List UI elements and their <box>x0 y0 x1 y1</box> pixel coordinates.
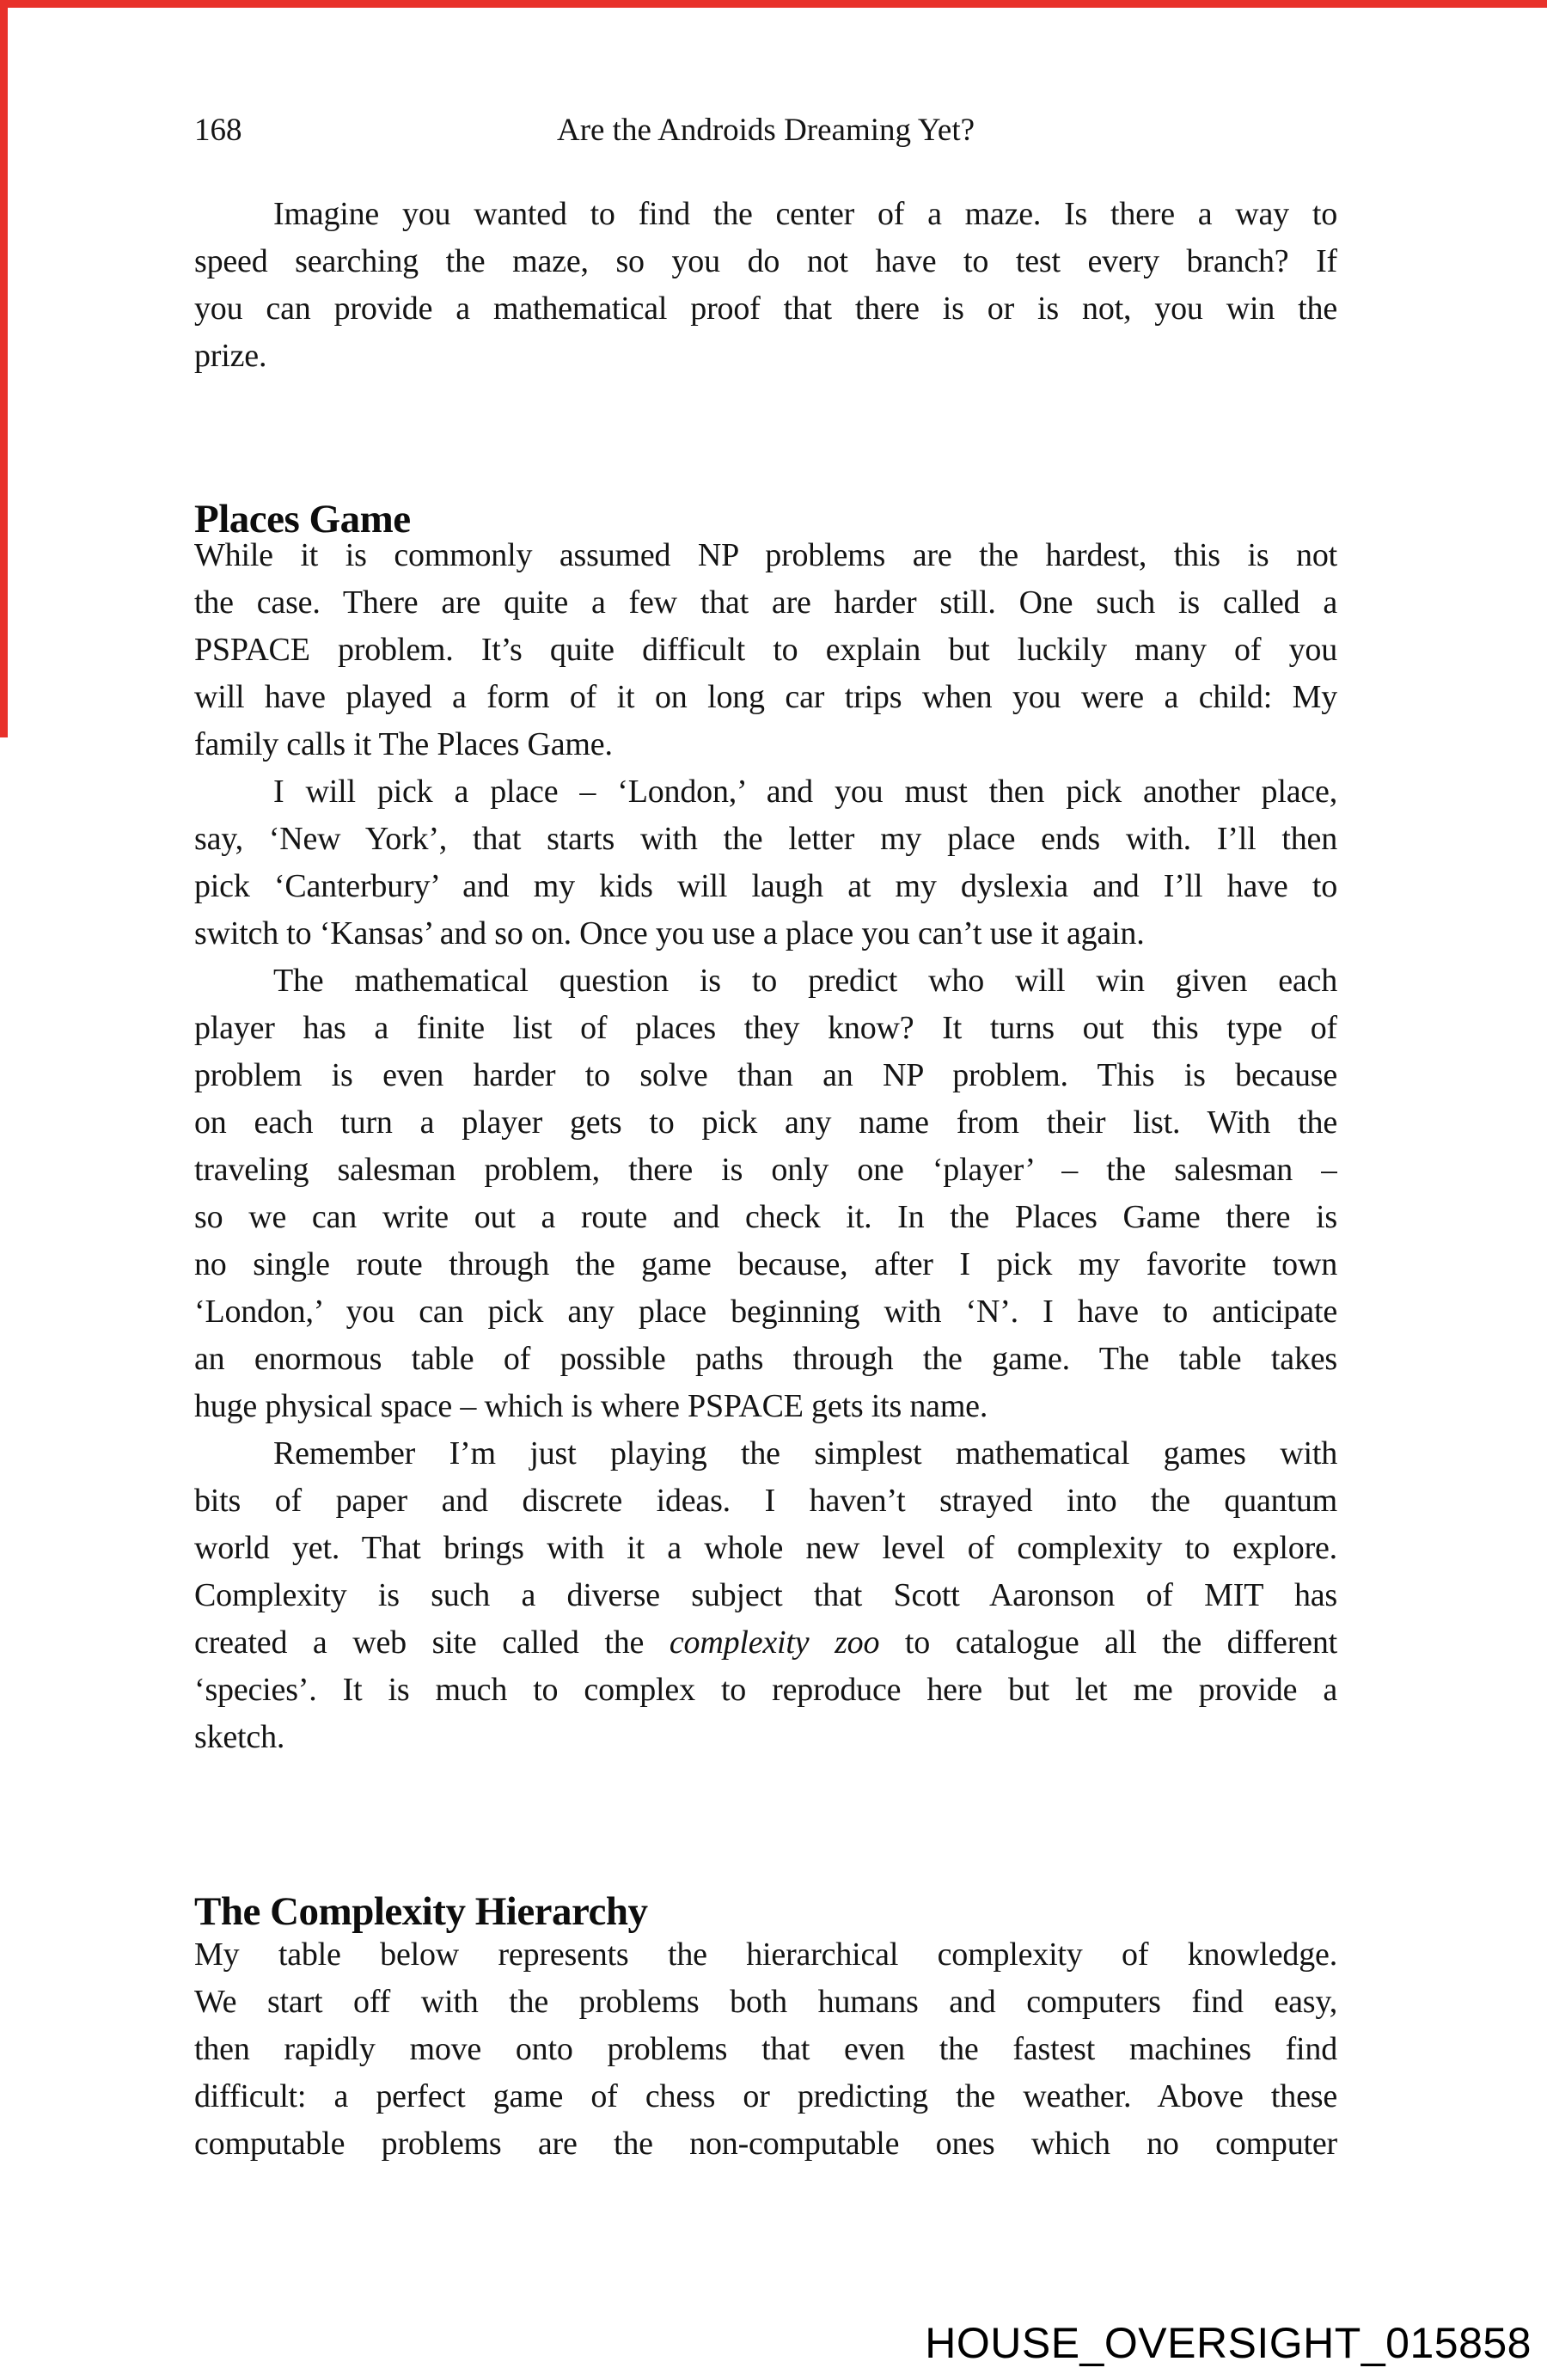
text-line: sketch. <box>194 1719 285 1755</box>
text-line: Remember I’m just playing the simplest mathematical games with <box>273 1435 1337 1471</box>
paragraph <box>194 191 1337 380</box>
text-line: world yet. That brings with it a whole new level of complexity to explore. <box>194 1530 1337 1566</box>
text-line: Imagine you wanted to find the center of a maze. Is there a way to <box>273 196 1337 232</box>
text-line: then rapidly move onto problems that even the fastest machines find <box>194 2031 1337 2067</box>
text-line: ‘London,’ you can pick any place beginning with ‘N’. I have to anticipate <box>194 1294 1337 1330</box>
text-line <box>194 1619 1337 1667</box>
italic-text-complexity-zoo: complexity zoo <box>669 1624 880 1661</box>
text-line: you can provide a mathematical proof that there is or is not, you win the <box>194 291 1337 327</box>
text-line: problem is even harder to solve than an NP problem. This is because <box>194 1057 1337 1093</box>
text-line: traveling salesman problem, there is only one ‘player’ – the salesman – <box>194 1152 1337 1188</box>
text-line: player has a finite list of places they know? It turns out this type of <box>194 1010 1337 1046</box>
text-line: family calls it The Places Game. <box>194 726 613 762</box>
running-header <box>194 110 1337 153</box>
text-line: While it is commonly assumed NP problems are the hardest, this is not <box>194 537 1337 573</box>
scan-edge-left-mark <box>0 0 8 737</box>
text-line: huge physical space – which is where PSPACE gets its name. <box>194 1388 988 1424</box>
page-number: 168 <box>194 113 242 148</box>
text-line: computable problems are the non-computable ones which no computer <box>194 2126 1337 2162</box>
text-line: prize. <box>194 338 267 374</box>
text-line: no single route through the game because, after I pick my favorite town <box>194 1246 1337 1282</box>
section-heading-places-game: Places Game <box>194 497 411 541</box>
paragraph <box>194 1430 1337 1761</box>
text-line: The mathematical question is to predict who will win given each <box>273 963 1337 999</box>
text-segment: created a web site called the <box>194 1624 670 1661</box>
text-line: My table below represents the hierarchical complexity of knowledge. <box>194 1936 1337 1973</box>
scan-edge-top-mark <box>0 0 1547 8</box>
text-line: I will pick a place – ‘London,’ and you must then pick another place, <box>273 774 1337 810</box>
text-line: switch to ‘Kansas’ and so on. Once you use a place you can’t use it again. <box>194 915 1145 951</box>
main-text-block <box>194 532 1337 1761</box>
text-line: speed searching the maze, so you do not have to test every branch? If <box>194 243 1337 279</box>
text-line: will have played a form of it on long car trips when you were a child: My <box>194 679 1337 715</box>
text-line: bits of paper and discrete ideas. I haven’t strayed into the quantum <box>194 1483 1337 1519</box>
text-line: We start off with the problems both humans and computers find easy, <box>194 1984 1337 2020</box>
section-heading-complexity-hierarchy: The Complexity Hierarchy <box>194 1889 648 1934</box>
bates-stamp: HOUSE_OVERSIGHT_015858 <box>925 2319 1532 2367</box>
text-line: Complexity is such a diverse subject that Scott Aaronson of MIT has <box>194 1577 1337 1613</box>
running-title: Are the Androids Dreaming Yet? <box>556 113 975 148</box>
text-segment: to catalogue all the different <box>879 1624 1337 1661</box>
text-line: ‘species’. It is much to complex to reproduce here but let me provide a <box>194 1672 1337 1708</box>
paragraph <box>194 532 1337 768</box>
text-line: PSPACE problem. It’s quite difficult to explain but luckily many of you <box>194 632 1337 668</box>
text-line: so we can write out a route and check it. In the Places Game there is <box>194 1199 1337 1235</box>
text-line: say, ‘New York’, that starts with the letter my place ends with. I’ll then <box>194 821 1337 857</box>
text-line: difficult: a perfect game of chess or predicting the weather. Above these <box>194 2078 1337 2114</box>
text-line: the case. There are quite a few that are harder still. One such is called a <box>194 584 1337 621</box>
text-line: pick ‘Canterbury’ and my kids will laugh at my dyslexia and I’ll have to <box>194 868 1337 904</box>
text-line: an enormous table of possible paths through the game. The table takes <box>194 1341 1337 1377</box>
paragraph <box>194 958 1337 1430</box>
paragraph <box>194 1931 1337 2168</box>
text-line: on each turn a player gets to pick any name from their list. With the <box>194 1104 1337 1141</box>
paragraph <box>194 768 1337 958</box>
